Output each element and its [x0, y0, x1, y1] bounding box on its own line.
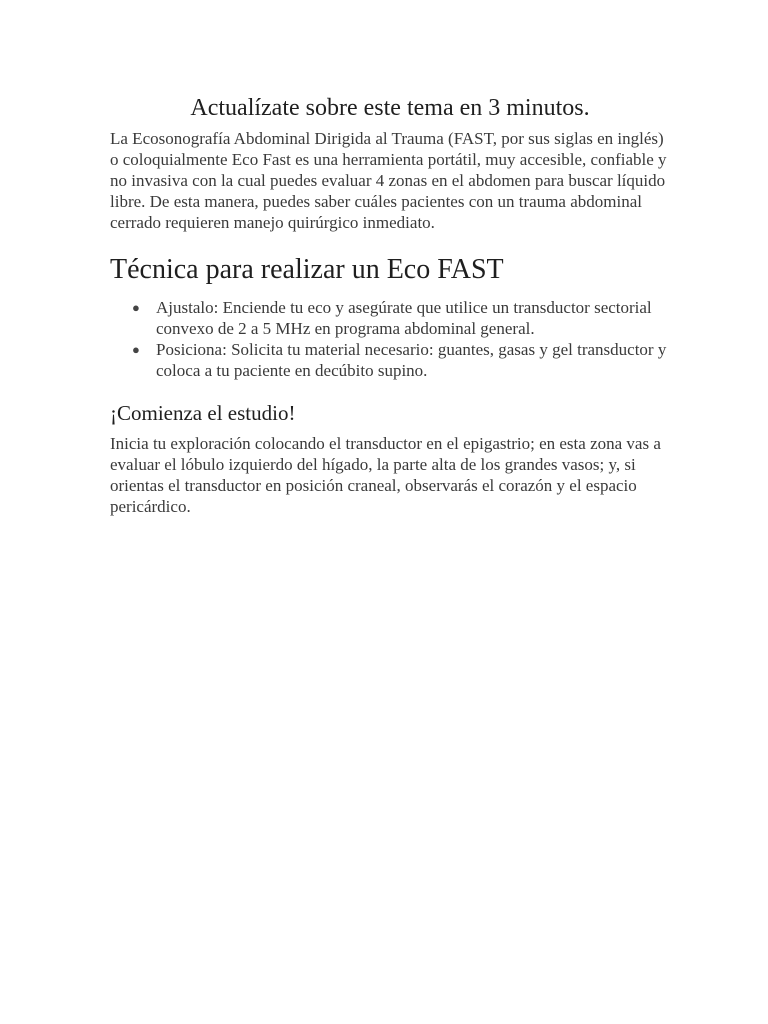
document-page	[110, 92, 670, 517]
technique-list	[110, 297, 670, 381]
bullet-icon: ●	[132, 300, 140, 315]
bullet-icon: ●	[132, 342, 140, 357]
document-title: Actualízate sobre este tema en 3 minutos.	[190, 95, 590, 121]
intro-paragraph: La Ecosonografía Abdominal Dirigida al Trauma (FAST, por sus siglas en inglés) o coloquialmente Eco Fast es una herramienta portátil, muy accesible, confiable y no invasiva con la cual puedes evaluar 4 zonas en el abdomen para buscar líquido libre. De esta manera, puedes saber cuáles pacientes con un trauma abdominal cerrado requieren manejo quirúrgico inmediato.	[110, 129, 667, 232]
list-item	[110, 339, 670, 381]
list-item-text: Ajustalo: Enciende tu eco y asegúrate que utilice un transductor sectorial convexo de 2 a 5 MHz en programa abdominal general.	[156, 298, 652, 338]
section-heading: Técnica para realizar un Eco FAST	[110, 254, 504, 285]
subheading: ¡Comienza el estudio!	[110, 401, 296, 425]
list-item-text: Posiciona: Solicita tu material necesario: guantes, gasas y gel transductor y coloca a tu paciente en decúbito supino.	[156, 340, 667, 380]
closing-paragraph: Inicia tu exploración colocando el transductor en el epigastrio; en esta zona vas a evaluar el lóbulo izquierdo del hígado, la parte alta de los grandes vasos; y, si orientas el transductor en posición craneal, observarás el corazón y el espacio pericárdico.	[110, 434, 661, 516]
list-item	[110, 297, 670, 339]
